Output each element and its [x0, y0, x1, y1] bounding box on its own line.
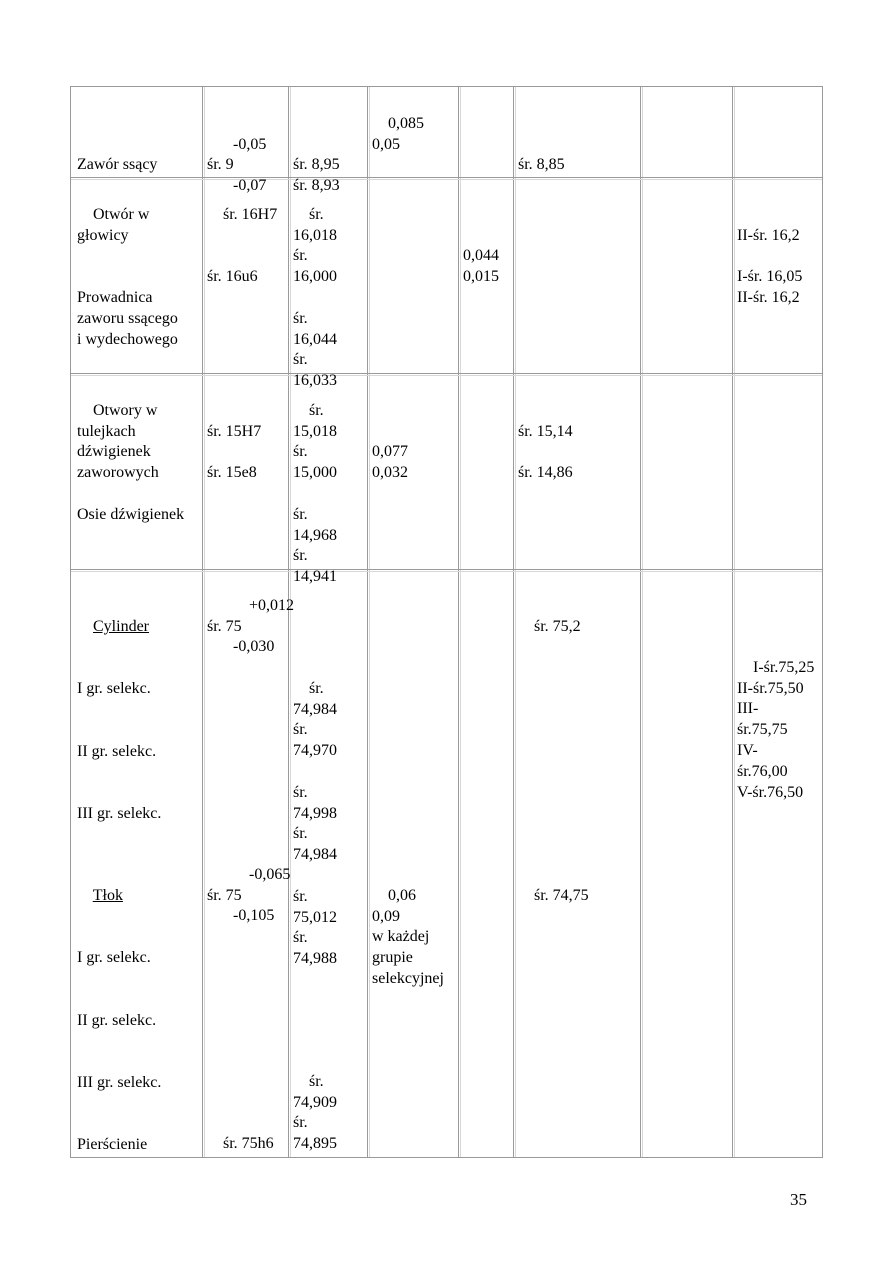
column-divider: [640, 87, 641, 1157]
specification-table: [70, 86, 823, 1158]
column-divider: [732, 87, 733, 1157]
actual-size: śr. 8,93: [293, 177, 340, 195]
row3-part-cell: Otwory w tulejkach dźwigienek zaworowych Osie dźwigienek: [77, 401, 185, 523]
row2-actual-cell: śr. 16,018 śr. 16,000 śr. 16,044 śr. 16,033: [293, 205, 337, 390]
clearance-max: 0,077: [372, 443, 408, 461]
cylinder-heading: Cylinder: [93, 617, 149, 635]
tlok-heading: Tłok: [92, 886, 123, 904]
repair-size: V-śr.76,50: [737, 783, 804, 801]
column-divider: [458, 87, 459, 1157]
nominal-size: śr. 16H7: [223, 205, 278, 223]
actual-size: śr. 8,95: [293, 156, 340, 174]
row3-clearance-cell: [372, 380, 408, 505]
nominal-size: śr. 15H7: [207, 422, 262, 440]
row1-part-cell: [77, 93, 157, 197]
row1-wear-limit-cell: [518, 93, 565, 197]
tolerance-lower: -0,105: [233, 907, 275, 925]
row3-actual-cell: śr. 15,018 śr. 15,000 śr. 14,968 śr. 14,941: [293, 401, 337, 586]
row4-wear-limit-tlok: [518, 865, 589, 927]
repair-size: II-śr.75,50: [737, 679, 804, 697]
row-divider: [71, 177, 822, 178]
tolerance-upper: -0,05: [233, 135, 267, 153]
tolerance-lower: -0,07: [233, 177, 267, 195]
repair-size: śr.76,00: [737, 762, 788, 780]
clearance-min: 0,05: [372, 135, 400, 153]
row-divider: [71, 373, 822, 374]
row-divider: [71, 569, 822, 570]
row2-part-cell: Otwór w głowicy Prowadnica zaworu ssącego i wydechowego: [77, 205, 178, 348]
row3-wear-limit-cell: [518, 380, 573, 505]
row1-clearance-cell: [372, 93, 424, 176]
wear-limit: śr. 8,85: [518, 156, 565, 174]
tolerance-upper: +0,012: [249, 596, 295, 614]
row3-nominal-cell: [207, 380, 261, 505]
clearance-min: 0,015: [463, 268, 499, 286]
nominal-size: śr. 75: [207, 617, 242, 635]
wear-limit: śr. 75,2: [534, 617, 581, 635]
repair-size: I-śr.75,25: [753, 658, 815, 676]
nominal-size: śr. 75h6: [223, 1134, 274, 1152]
tolerance-upper: -0,065: [249, 865, 291, 883]
row4-wear-limit-cylinder: [518, 596, 581, 658]
row4-clearance-cell: 0,06 0,09 w każdej grupie selekcyjnej: [372, 886, 444, 987]
clearance-max: 0,09: [372, 907, 400, 925]
clearance-max: 0,085: [388, 114, 424, 132]
wear-limit: śr. 14,86: [518, 464, 573, 482]
repair-size: I-śr. 16,05: [737, 268, 803, 286]
row4-part-cylinder-cell: Cylinder I gr. selekc. II gr. selekc. III gr. selekc.: [77, 617, 162, 822]
nominal-size: śr. 9: [207, 156, 234, 174]
row2-clearance-cell: [463, 184, 499, 309]
row4-part-tlok-cell: Tłok I gr. selekc. II gr. selekc. III gr. selekc. Pierścienie: [77, 886, 162, 1154]
wear-limit: śr. 15,14: [518, 422, 573, 440]
row4-actual-rings: śr. 74,909 śr. 74,895: [293, 1072, 337, 1153]
clearance-min: 0,06: [388, 886, 416, 904]
clearance-max: 0,044: [463, 247, 499, 265]
repair-size: II-śr. 16,2: [737, 288, 800, 306]
row4-actual-cell: śr. 74,984 śr. 74,970 śr. 74,998 śr. 74,984 śr. 75,012 śr. 74,988: [293, 679, 337, 968]
clearance-min: 0,032: [372, 464, 408, 482]
nominal-size: śr. 15e8: [207, 464, 257, 482]
tolerance-lower: -0,030: [233, 638, 275, 656]
row4-nominal-rings: [207, 1113, 274, 1175]
row2-nominal-cell: [207, 184, 277, 309]
repair-size: śr.75,75: [737, 721, 788, 739]
nominal-size: śr. 75: [207, 886, 242, 904]
row4-nominal-tlok: [207, 844, 290, 948]
nominal-size: śr. 16u6: [207, 268, 258, 286]
column-divider: [367, 87, 368, 1157]
row4-repair-cell: I-śr.75,25 II-śr.75,50 III- śr.75,75 IV- śr.76,00 V-śr.76,50: [737, 658, 815, 801]
line: Zawór ssący: [77, 156, 158, 174]
row2-repair-cell: [737, 184, 802, 330]
column-divider: [202, 87, 203, 1157]
row4-nominal-cylinder: [207, 575, 294, 679]
repair-size: II-śr. 16,2: [737, 226, 800, 244]
column-divider: [513, 87, 514, 1157]
wear-limit: śr. 74,75: [534, 886, 589, 904]
page-number: 35: [790, 1190, 807, 1209]
